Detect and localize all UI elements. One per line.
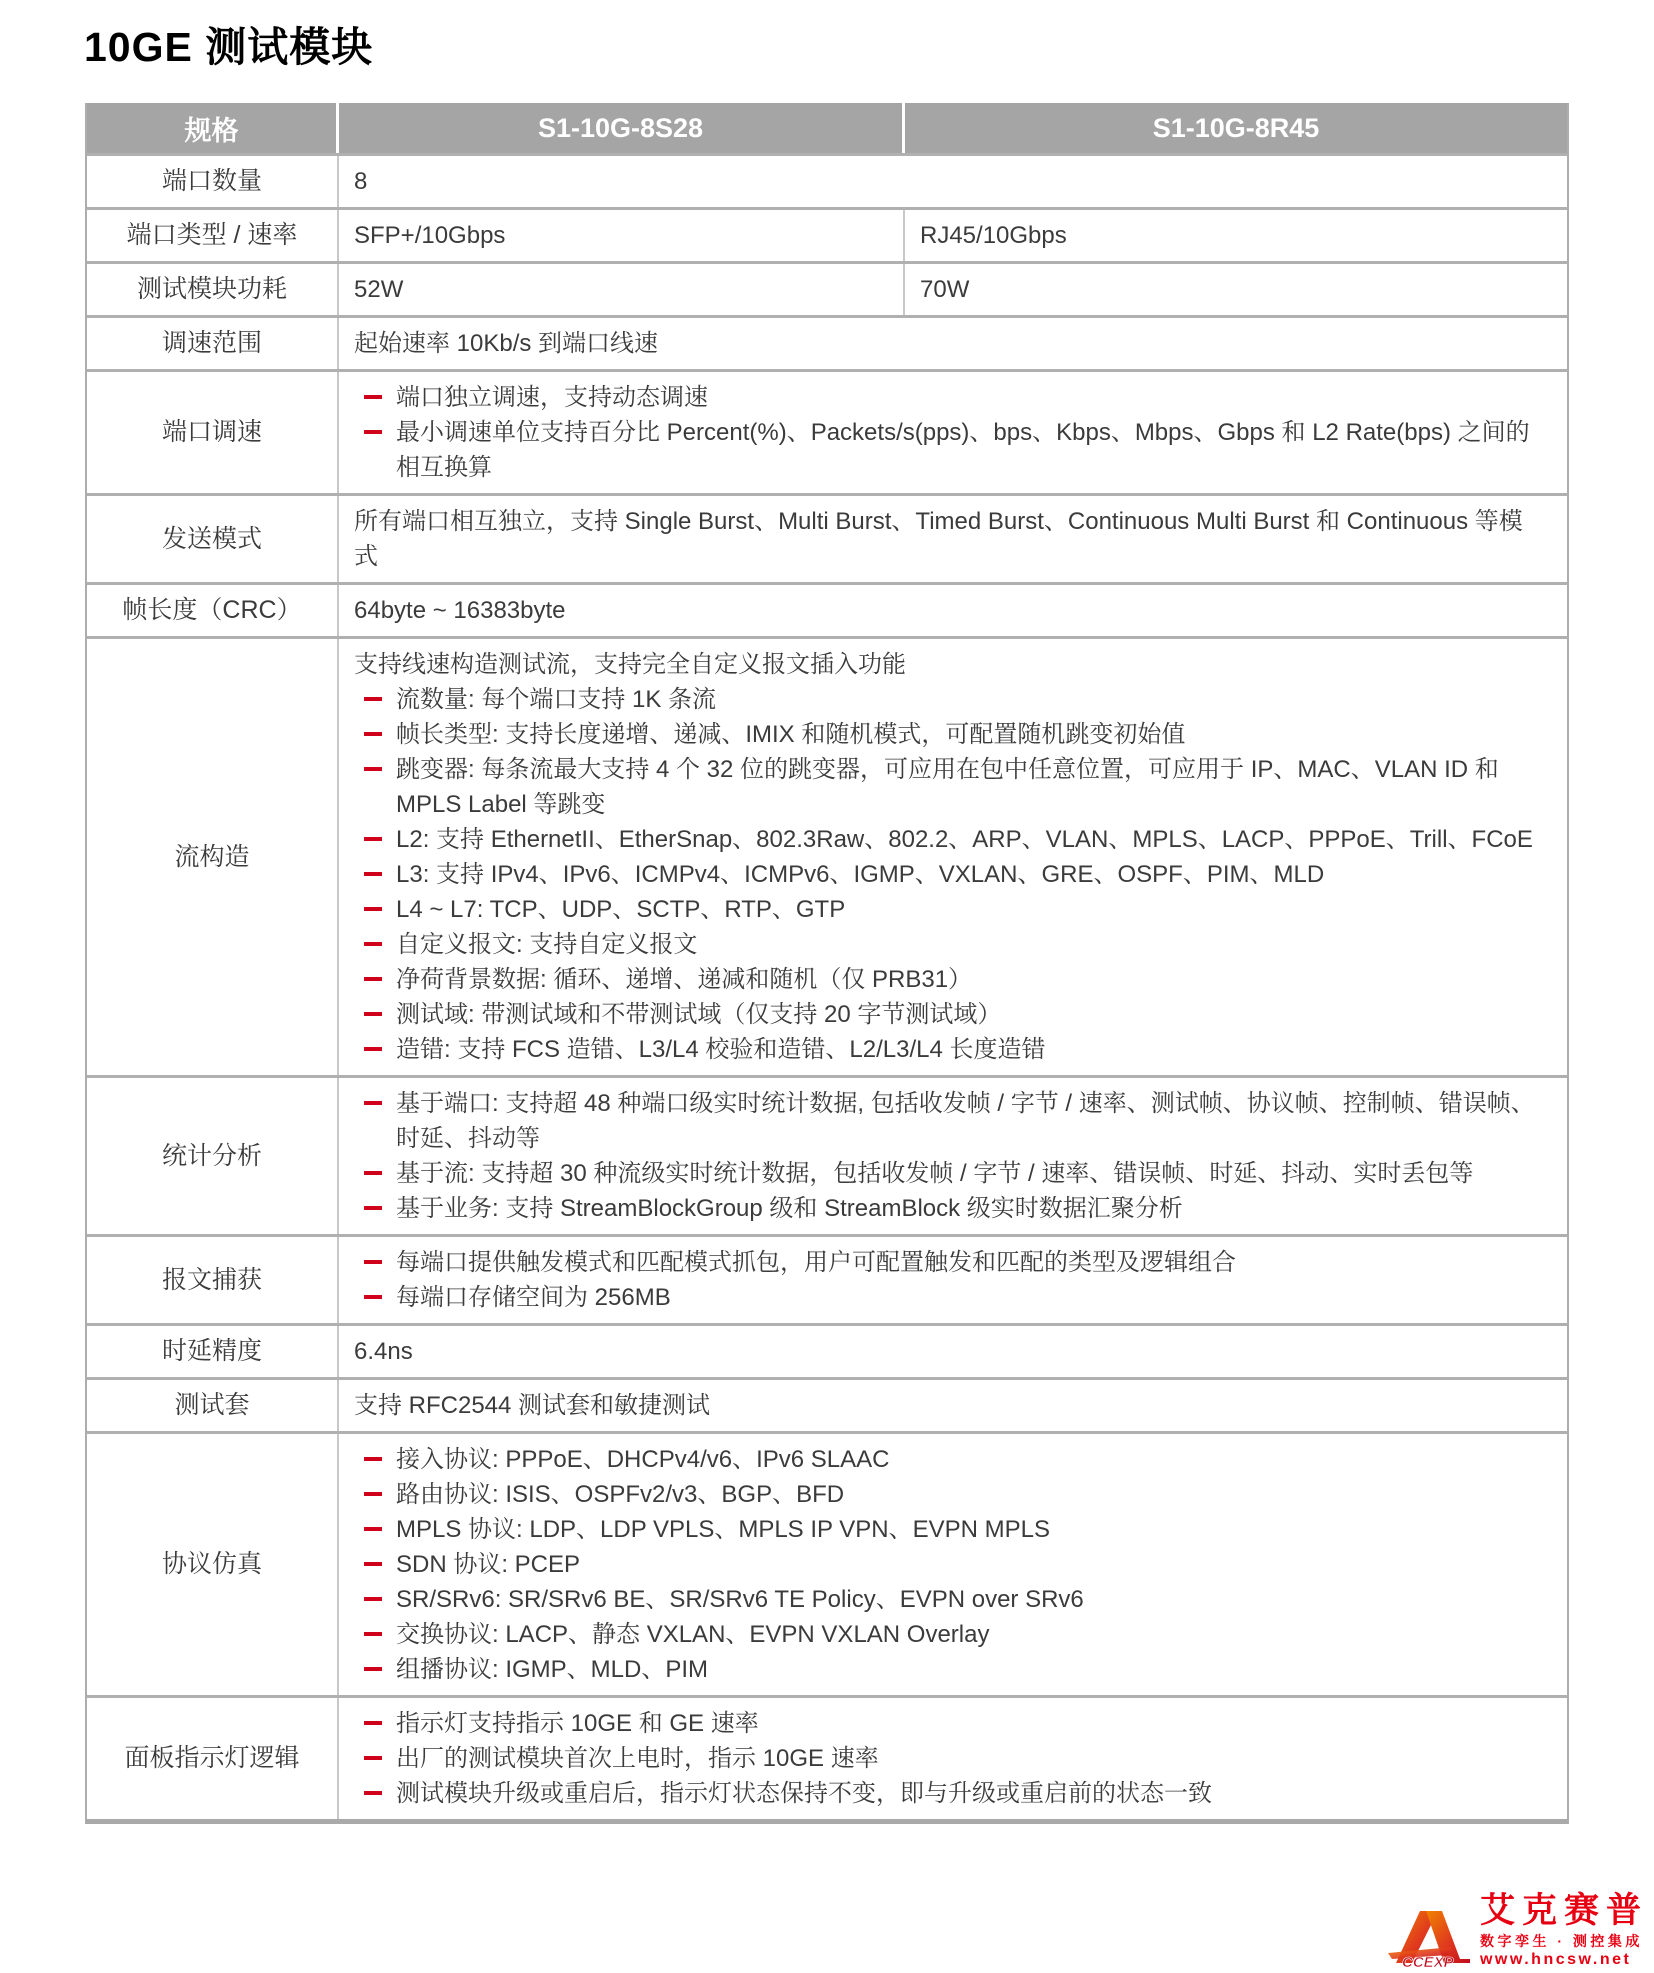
- bullet-dash-icon: [364, 1667, 382, 1671]
- row-label: 报文捕获: [87, 1237, 339, 1323]
- spec-row: [87, 636, 1567, 1075]
- bullet-line: [354, 1582, 1545, 1617]
- brand-text-block: [1480, 1893, 1648, 1971]
- value-cell: [339, 1237, 1567, 1323]
- spec-row: [87, 153, 1567, 207]
- row-label: 时延精度: [87, 1326, 339, 1377]
- bullet-dash-icon: [364, 395, 382, 399]
- value-cell: [339, 1698, 1567, 1819]
- spec-row: [87, 493, 1567, 582]
- value-text: 70W: [920, 276, 970, 303]
- row-label: 协议仿真: [87, 1434, 339, 1695]
- bullet-line: [354, 1086, 1545, 1156]
- bullet-line: [354, 1156, 1545, 1191]
- brand-tagline: 数字孪生 · 测控集成: [1479, 1933, 1643, 1949]
- value-text: RJ45/10Gbps: [920, 222, 1067, 249]
- bullet-line: [354, 1706, 1545, 1741]
- value-cell: [339, 1434, 1567, 1695]
- value-text: 8: [354, 168, 368, 195]
- bullet-dash-icon: [364, 1171, 382, 1175]
- bullet-dash-icon: [364, 1101, 382, 1105]
- spec-row: [87, 1234, 1567, 1323]
- row-label: 调速范围: [87, 318, 339, 369]
- bullet-dash-icon: [364, 1632, 382, 1636]
- header-col-model-s28: S1-10G-8S28: [339, 103, 905, 153]
- spec-row: [87, 1695, 1567, 1819]
- bullet-text: 帧长类型: 支持长度递增、递减、IMIX 和随机模式，可配置随机跳变初始值: [396, 721, 1186, 748]
- row-label: 流构造: [87, 639, 339, 1075]
- bullet-text: L3: 支持 IPv4、IPv6、ICMPv4、ICMPv6、IGMP、VXLAN、GRE、OSPF、PIM、MLD: [396, 861, 1325, 888]
- bullet-dash-icon: [364, 430, 382, 434]
- bullet-dash-icon: [364, 1756, 382, 1760]
- footer-brand: [1386, 1893, 1648, 1971]
- bullet-dash-icon: [364, 1527, 382, 1531]
- value-text: 支持线速构造测试流，支持完全自定义报文插入功能: [354, 651, 906, 678]
- bullet-text: 组播协议: IGMP、MLD、PIM: [396, 1656, 709, 1683]
- bullet-line: [354, 1617, 1545, 1652]
- bullet-text: 基于业务: 支持 StreamBlockGroup 级和 StreamBlock 级实时数据汇聚分析: [396, 1195, 1183, 1222]
- bullet-text: 接入协议: PPPoE、DHCPv4/v6、IPv6 SLAAC: [396, 1446, 890, 1473]
- spec-row: [87, 1377, 1567, 1431]
- header-col-model-r45: S1-10G-8R45: [1152, 112, 1320, 143]
- bullet-text: 每端口提供触发模式和匹配模式抓包，用户可配置触发和匹配的类型及逻辑组合: [396, 1249, 1236, 1276]
- bullet-dash-icon: [364, 1295, 382, 1299]
- row-label: 面板指示灯逻辑: [87, 1698, 339, 1819]
- accexp-logo-text: CCEXP: [1401, 1954, 1454, 1971]
- value-text: 52W: [354, 276, 404, 303]
- bullet-line: [354, 1512, 1545, 1547]
- bullet-line: [354, 415, 1545, 485]
- bullet-line: [354, 1477, 1545, 1512]
- spec-row: [87, 315, 1567, 369]
- bullet-text: 端口独立调速，支持动态调速: [396, 384, 708, 411]
- bullet-dash-icon: [364, 767, 382, 771]
- value-cell: [339, 156, 1567, 207]
- spec-table-header: [87, 103, 1567, 153]
- bullet-dash-icon: [364, 907, 382, 911]
- bullet-dash-icon: [364, 1047, 382, 1051]
- bullet-line: [354, 1191, 1545, 1226]
- bullet-text: 造错: 支持 FCS 造错、L3/L4 校验和造错、L2/L3/L4 长度造错: [396, 1036, 1046, 1063]
- bullet-dash-icon: [364, 1562, 382, 1566]
- spec-table: [85, 103, 1569, 1824]
- row-label: 测试模块功耗: [87, 264, 339, 315]
- brand-name: 艾克赛普: [1479, 1891, 1648, 1930]
- spec-row: [87, 1323, 1567, 1377]
- value-cell: [339, 1380, 1567, 1431]
- spec-row: [87, 207, 1567, 261]
- value-cell: [339, 372, 1567, 493]
- value-text: 6.4ns: [354, 1338, 413, 1365]
- row-label: 端口调速: [87, 372, 339, 493]
- value-cell: [339, 318, 1567, 369]
- bullet-line: [354, 1032, 1545, 1067]
- bullet-line: [354, 752, 1545, 822]
- bullet-line: [354, 1741, 1545, 1776]
- bullet-dash-icon: [364, 1012, 382, 1016]
- bullet-dash-icon: [364, 1791, 382, 1795]
- bullet-dash-icon: [364, 1721, 382, 1725]
- bullet-dash-icon: [364, 872, 382, 876]
- value-cell-left: [339, 264, 905, 315]
- row-label: 端口类型 / 速率: [87, 210, 339, 261]
- bullet-line: [354, 1245, 1545, 1280]
- bullet-text: 基于端口: 支持超 48 种端口级实时统计数据, 包括收发帧 / 字节 / 速率、测试帧、协议帧、控制帧、错误帧、时延、抖动等: [396, 1090, 1535, 1152]
- bullet-text: MPLS 协议: LDP、LDP VPLS、MPLS IP VPN、EVPN MPLS: [396, 1516, 1050, 1543]
- header-col-spec: 规格: [87, 103, 339, 153]
- row-label: 帧长度（CRC）: [87, 585, 339, 636]
- bullet-text: L2: 支持 EthernetII、EtherSnap、802.3Raw、802.2、ARP、VLAN、MPLS、LACP、PPPoE、Trill、FCoE: [396, 826, 1533, 853]
- bullet-text: 最小调速单位支持百分比 Percent(%)、Packets/s(pps)、bps、Kbps、Mbps、Gbps 和 L2 Rate(bps) 之间的相互换算: [396, 419, 1530, 481]
- bullet-line: [354, 1776, 1545, 1811]
- value-cell: [339, 1326, 1567, 1377]
- bullet-dash-icon: [364, 942, 382, 946]
- value-cell-right: [905, 264, 1567, 315]
- bullet-line: [354, 927, 1545, 962]
- bullet-text: 基于流: 支持超 30 种流级实时统计数据，包括收发帧 / 字节 / 速率、错误帧、时延、抖动、实时丢包等: [396, 1160, 1474, 1187]
- bullet-line: [354, 1442, 1545, 1477]
- bullet-text: 交换协议: LACP、静态 VXLAN、EVPN VXLAN Overlay: [396, 1621, 990, 1648]
- value-cell: [339, 639, 1567, 1075]
- bullet-text: 指示灯支持指示 10GE 和 GE 速率: [396, 1710, 759, 1737]
- bullet-text: 测试域: 带测试域和不带测试域（仅支持 20 字节测试域）: [396, 1001, 1002, 1028]
- bullet-dash-icon: [364, 1597, 382, 1601]
- bullet-text: 每端口存储空间为 256MB: [396, 1284, 671, 1311]
- value-cell-left: [339, 210, 905, 261]
- page-title: 10GE 测试模块: [84, 24, 374, 70]
- spec-row: [87, 1075, 1567, 1234]
- bullet-line: [354, 997, 1545, 1032]
- bullet-text: 净荷背景数据: 循环、递增、递减和随机（仅 PRB31）: [396, 966, 973, 993]
- spec-row: [87, 1431, 1567, 1695]
- bullet-dash-icon: [364, 1260, 382, 1264]
- value-cell: [339, 496, 1567, 582]
- bullet-text: 测试模块升级或重启后，指示灯状态保持不变，即与升级或重启前的状态一致: [396, 1780, 1212, 1807]
- bullet-dash-icon: [364, 1206, 382, 1210]
- bullet-line: [354, 962, 1545, 997]
- bullet-text: L4 ~ L7: TCP、UDP、SCTP、RTP、GTP: [396, 896, 846, 923]
- value-cell: [339, 585, 1567, 636]
- bullet-line: [354, 380, 1545, 415]
- row-label: 端口数量: [87, 156, 339, 207]
- bullet-dash-icon: [364, 1492, 382, 1496]
- bullet-line: [354, 857, 1545, 892]
- value-text: 64byte ~ 16383byte: [354, 597, 566, 624]
- bullet-dash-icon: [364, 837, 382, 841]
- bullet-line: [354, 682, 1545, 717]
- bullet-line: [354, 1547, 1545, 1582]
- bullet-dash-icon: [364, 1457, 382, 1461]
- value-text: 所有端口相互独立，支持 Single Burst、Multi Burst、Timed Burst、Continuous Multi Burst 和 Continuous 等模式: [354, 508, 1523, 570]
- bullet-line: [354, 1280, 1545, 1315]
- spec-row: [87, 261, 1567, 315]
- spec-row: [87, 582, 1567, 636]
- bullet-line: [354, 822, 1545, 857]
- bullet-line: [354, 892, 1545, 927]
- value-cell-right: [905, 210, 1567, 261]
- bullet-dash-icon: [364, 977, 382, 981]
- bullet-dash-icon: [364, 697, 382, 701]
- accexp-logo-icon: [1386, 1909, 1472, 1971]
- bullet-text: 自定义报文: 支持自定义报文: [396, 931, 698, 958]
- bullet-text: 流数量: 每个端口支持 1K 条流: [396, 686, 717, 713]
- bullet-text: 跳变器: 每条流最大支持 4 个 32 位的跳变器，可应用在包中任意位置，可应用于 IP、MAC、VLAN ID 和 MPLS Label 等跳变: [396, 756, 1499, 818]
- bullet-text: 路由协议: ISIS、OSPFv2/v3、BGP、BFD: [396, 1481, 845, 1508]
- bullet-line: [354, 717, 1545, 752]
- bullet-line: [354, 1652, 1545, 1687]
- brand-url: www.hncsw.net: [1479, 1951, 1632, 1968]
- value-text: 起始速率 10Kb/s 到端口线速: [354, 330, 659, 357]
- bullet-text: 出厂的测试模块首次上电时，指示 10GE 速率: [396, 1745, 879, 1772]
- row-label: 测试套: [87, 1380, 339, 1431]
- bullet-dash-icon: [364, 732, 382, 736]
- value-text: 支持 RFC2544 测试套和敏捷测试: [354, 1392, 711, 1419]
- value-cell: [339, 1078, 1567, 1234]
- spec-table-body: [87, 153, 1567, 1819]
- bullet-text: SDN 协议: PCEP: [396, 1551, 581, 1578]
- value-text: SFP+/10Gbps: [354, 222, 506, 249]
- row-label: 发送模式: [87, 496, 339, 582]
- row-label: 统计分析: [87, 1078, 339, 1234]
- bullet-text: SR/SRv6: SR/SRv6 BE、SR/SRv6 TE Policy、EVPN over SRv6: [396, 1586, 1084, 1613]
- spec-row: [87, 369, 1567, 493]
